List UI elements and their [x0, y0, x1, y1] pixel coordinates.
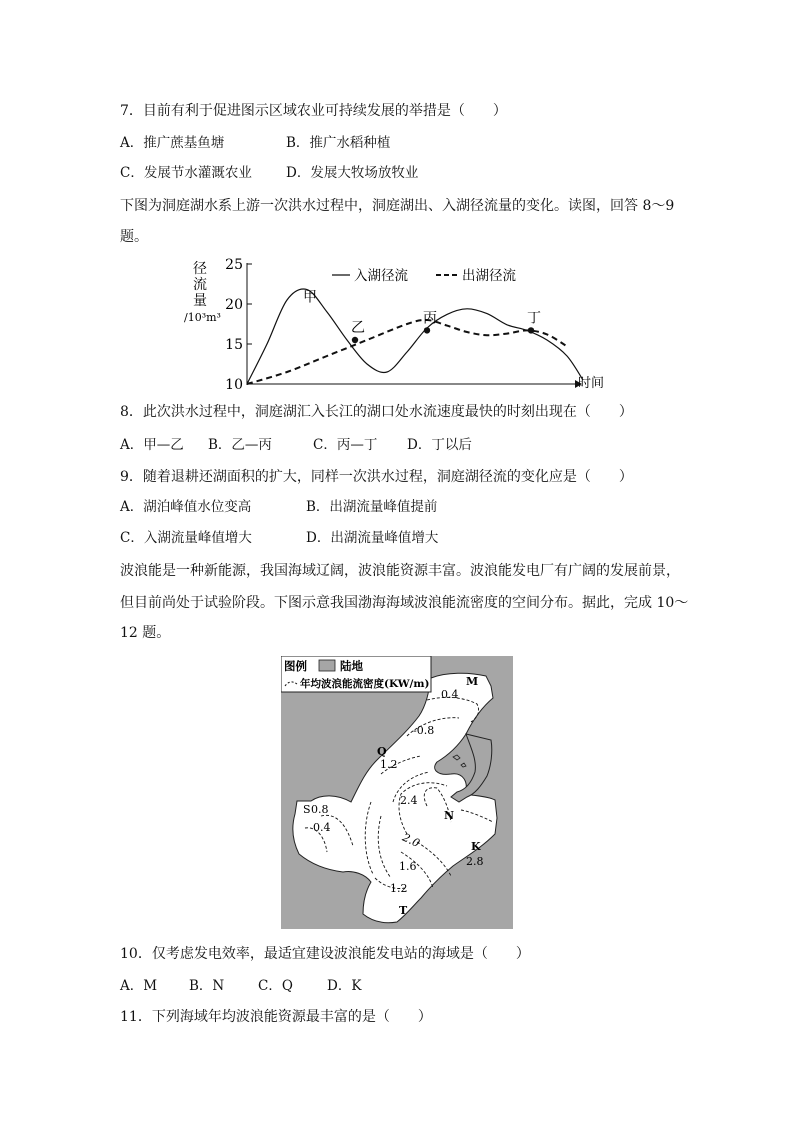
map-legend-title: 图例	[284, 659, 307, 673]
intro-8-9-line1: 下图为洞庭湖水系上游一次洪水过程中，洞庭湖出、入湖径流量的变化。读图，回答 8～9	[120, 198, 675, 214]
q8-option-b: B．乙—丙	[208, 437, 272, 453]
map-label-2.8: 2.8	[466, 855, 484, 868]
y-label-char-2: 量	[193, 293, 207, 309]
y-label-char-1: 流	[193, 277, 207, 293]
y-tick-label: 10	[225, 377, 243, 393]
annotation-point-1	[352, 337, 358, 343]
q9-option-c: C．入湖流量峰值增大	[120, 530, 252, 546]
q8-stem: 8．此次洪水过程中，洞庭湖汇入长江的湖口处水流速度最快的时刻出现在（ ）	[120, 404, 633, 420]
q7-option-c: C．发展节水灌溉农业	[120, 165, 252, 181]
map-legend-isoline-label: 年均波浪能流密度(KW/m)	[300, 678, 430, 690]
map-label-2.0: 2.0	[400, 830, 422, 851]
q8-option-a: A．甲—乙	[120, 437, 184, 453]
q7-option-b: B．推广水稻种植	[286, 135, 391, 151]
annotation-label-1: 乙	[351, 320, 365, 336]
annotation-label-0: 甲	[303, 289, 317, 306]
inflow-series-line	[247, 289, 583, 384]
q9-option-d: D．出湖流量峰值增大	[306, 530, 439, 546]
map-legend-land-swatch	[319, 660, 335, 671]
q10-option-c: C．Q	[258, 978, 293, 994]
map-label-1.2-south: 1.2	[390, 882, 408, 895]
legend-outflow-label: 出湖径流	[462, 268, 516, 284]
intro-8-9-line2: 题。	[120, 229, 148, 245]
q10-option-a: A．M	[120, 978, 158, 994]
map-label-0.4-north: 0.4	[441, 688, 459, 701]
map-label-M: M	[466, 675, 479, 688]
intro-10-12-line1: 波浪能是一种新能源，我国海域辽阔，波浪能资源丰富。波浪能发电厂有广阔的发展前景，	[120, 563, 680, 579]
y-tick-label: 15	[225, 337, 243, 353]
map-label-N: N	[444, 809, 455, 822]
x-axis-label: 时间	[578, 376, 605, 391]
q7-option-a: A．推广蔗基鱼塘	[120, 135, 225, 151]
q10-option-d: D．K	[327, 978, 362, 994]
intro-10-12-line2: 但目前尚处于试验阶段。下图示意我国渤海海域波浪能流密度的空间分布。据此，完成 10～	[120, 595, 689, 611]
map-label-T: T	[399, 904, 408, 917]
bohai-wave-energy-map	[281, 656, 513, 929]
annotation-point-2	[424, 327, 430, 333]
q9-stem: 9．随着退耕还湖面积的扩大，同样一次洪水过程，洞庭湖径流的变化应是（ ）	[120, 469, 633, 485]
map-label-1.2-north: 1.2	[380, 758, 398, 771]
map-label-1.6-south: 1.6	[399, 860, 417, 873]
annotation-point-3	[528, 327, 534, 333]
map-label-0.8-west: 0.8	[311, 803, 329, 816]
y-unit-label: /10³m³	[184, 311, 221, 324]
map-label-2.4: 2.4	[400, 794, 418, 807]
map-label-Q: Q	[377, 745, 387, 758]
legend-inflow-label: 入湖径流	[354, 268, 408, 284]
q7-option-d: D．发展大牧场放牧业	[286, 165, 419, 181]
annotation-label-3: 丁	[527, 310, 541, 327]
annotation-label-2: 丙	[423, 310, 437, 327]
map-label-neg0.8: -0.8	[413, 724, 435, 737]
q7-stem: 7．目前有利于促进图示区域农业可持续发展的举措是（ ）	[120, 103, 507, 119]
q9-option-a: A．湖泊峰值水位变高	[120, 499, 252, 515]
runoff-line-chart	[180, 255, 620, 395]
map-label-K: K	[471, 840, 481, 853]
q10-option-b: B．N	[189, 978, 225, 994]
map-label-0.4-west: 0.4	[313, 821, 331, 834]
q11-stem: 11．下列海域年均波浪能资源最丰富的是（ ）	[120, 1009, 432, 1025]
q9-option-b: B．出湖流量峰值提前	[306, 499, 438, 515]
map-label-S: S	[303, 803, 311, 816]
q8-option-d: D．丁以后	[407, 437, 472, 453]
y-tick-label: 25	[225, 257, 243, 273]
q10-stem: 10．仅考虑发电效率，最适宜建设波浪能发电站的海域是（ ）	[120, 946, 530, 962]
intro-10-12-line3: 12 题。	[120, 625, 171, 641]
map-legend-land-label: 陆地	[340, 659, 363, 673]
q8-option-c: C．丙—丁	[313, 437, 378, 453]
y-label-char-0: 径	[193, 261, 207, 277]
y-tick-label: 20	[225, 297, 243, 313]
